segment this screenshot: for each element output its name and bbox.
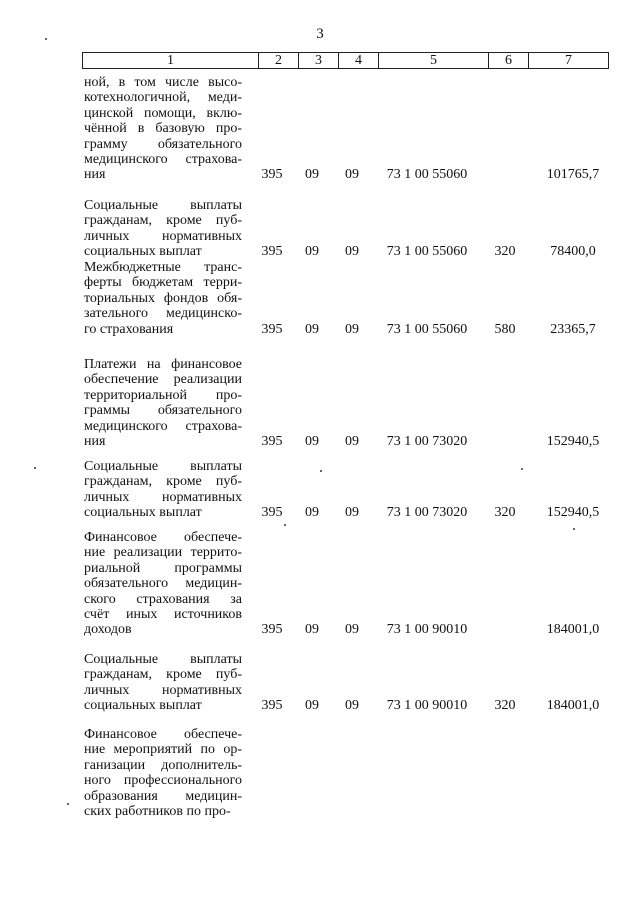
cell-c3: 09 (305, 698, 319, 714)
row-description (84, 727, 242, 819)
description-line: ских работников по про- (84, 804, 231, 820)
cell-c3: 09 (305, 622, 319, 638)
description-line: Финансовое обеспече- (84, 530, 242, 545)
description-line: ского страхования за (84, 591, 242, 607)
header-col-5: 5 (379, 53, 489, 69)
cell-c4: 09 (345, 505, 359, 521)
cell-c2: 395 (261, 505, 283, 521)
cell-c5: 73 1 00 90010 (386, 698, 468, 714)
cell-c7: 101765,7 (546, 167, 600, 183)
description-line: территориальной про- (84, 387, 242, 403)
cell-c4: 09 (345, 167, 359, 183)
description-line: цинской помощи, вклю- (84, 105, 242, 121)
description-line: социальных выплат (84, 244, 202, 260)
description-line: личных нормативных (84, 228, 242, 244)
description-line: обеспечение реализации (84, 372, 242, 388)
cell-c6: 320 (494, 698, 516, 714)
cell-c5: 73 1 00 55060 (386, 244, 468, 260)
description-line: ферты бюджетам терри- (84, 275, 242, 291)
description-line: котехнологичной, меди- (84, 90, 242, 106)
row-description (84, 260, 242, 337)
cell-c3: 09 (305, 505, 319, 521)
cell-c7: 152940,5 (546, 505, 600, 521)
cell-c5: 73 1 00 55060 (386, 321, 468, 337)
description-line: медицинского страхова- (84, 152, 242, 168)
cell-c2: 395 (261, 167, 283, 183)
description-line: зательного медицинско- (84, 306, 242, 322)
header-col-3: 3 (299, 53, 339, 69)
cell-c5: 73 1 00 73020 (386, 434, 468, 449)
description-line: ного профессионального (84, 773, 242, 789)
description-line: ганизации дополнитель- (84, 757, 242, 773)
description-line: ние мероприятий по ор- (84, 742, 242, 758)
description-line: образования медицин- (84, 788, 242, 804)
cell-c7: 78400,0 (550, 244, 596, 260)
description-line: гражданам, кроме пуб- (84, 213, 242, 229)
scan-speck (67, 803, 69, 805)
description-line: гражданам, кроме пуб- (84, 667, 242, 683)
cell-c4: 09 (345, 244, 359, 260)
description-line: Социальные выплаты (84, 459, 242, 474)
header-col-4: 4 (339, 53, 379, 69)
description-line: Социальные выплаты (84, 198, 242, 213)
cell-c5: 73 1 00 55060 (386, 167, 468, 183)
header-col-7: 7 (529, 53, 609, 69)
scan-speck (573, 528, 575, 530)
cell-c7: 152940,5 (546, 434, 600, 449)
description-line: доходов (84, 622, 132, 638)
row-description (84, 530, 242, 638)
cell-c6: 320 (494, 505, 516, 521)
cell-c3: 09 (305, 244, 319, 260)
cell-c6: 580 (494, 321, 516, 337)
description-line: ния (84, 167, 106, 183)
description-line: ториальных фондов обя- (84, 290, 242, 306)
description-line: личных нормативных (84, 682, 242, 698)
description-line: гражданам, кроме пуб- (84, 474, 242, 490)
description-line: счёт иных источников (84, 607, 242, 623)
description-line: Финансовое обеспече- (84, 727, 242, 742)
cell-c2: 395 (261, 434, 283, 449)
row-description (84, 75, 242, 183)
row-description (84, 459, 242, 521)
cell-c5: 73 1 00 73020 (386, 505, 468, 521)
cell-c3: 09 (305, 321, 319, 337)
row-description (84, 198, 242, 260)
description-line: ной, в том числе высо- (84, 75, 242, 90)
page-number: 3 (316, 26, 324, 42)
cell-c2: 395 (261, 622, 283, 638)
scan-speck (45, 38, 47, 40)
scan-speck (284, 524, 286, 526)
header-col-2: 2 (259, 53, 299, 69)
description-line: чённой в базовую про- (84, 121, 242, 137)
description-line: личных нормативных (84, 489, 242, 505)
cell-c2: 395 (261, 698, 283, 714)
cell-c3: 09 (305, 434, 319, 449)
description-line: го страхования (84, 321, 174, 337)
cell-c7: 184001,0 (546, 698, 600, 714)
scan-speck (320, 470, 322, 472)
cell-c6: 320 (494, 244, 516, 260)
cell-c4: 09 (345, 321, 359, 337)
cell-c2: 395 (261, 321, 283, 337)
header-col-6: 6 (489, 53, 529, 69)
description-line: граммы обязательного (84, 403, 242, 419)
cell-c7: 184001,0 (546, 622, 600, 638)
cell-c7: 23365,7 (550, 321, 596, 337)
cell-c2: 395 (261, 244, 283, 260)
row-description (84, 652, 242, 714)
description-line: социальных выплат (84, 698, 202, 714)
description-line: социальных выплат (84, 505, 202, 521)
description-line: Платежи на финансовое (84, 357, 242, 372)
description-line: Межбюджетные транс- (84, 260, 242, 275)
table-header (82, 52, 609, 69)
description-line: обязательного медицин- (84, 576, 242, 592)
description-line: ния (84, 434, 106, 450)
header-col-1: 1 (83, 53, 259, 69)
cell-c4: 09 (345, 434, 359, 449)
description-line: риальной программы (84, 560, 242, 576)
cell-c4: 09 (345, 622, 359, 638)
scan-speck (34, 467, 36, 469)
description-line: ние реализации террито- (84, 545, 242, 561)
row-description (84, 357, 242, 449)
description-line: медицинского страхова- (84, 418, 242, 434)
cell-c3: 09 (305, 167, 319, 183)
description-line: грамму обязательного (84, 136, 242, 152)
cell-c4: 09 (345, 698, 359, 714)
cell-c5: 73 1 00 90010 (386, 622, 468, 638)
description-line: Социальные выплаты (84, 652, 242, 667)
scan-speck (521, 468, 523, 470)
